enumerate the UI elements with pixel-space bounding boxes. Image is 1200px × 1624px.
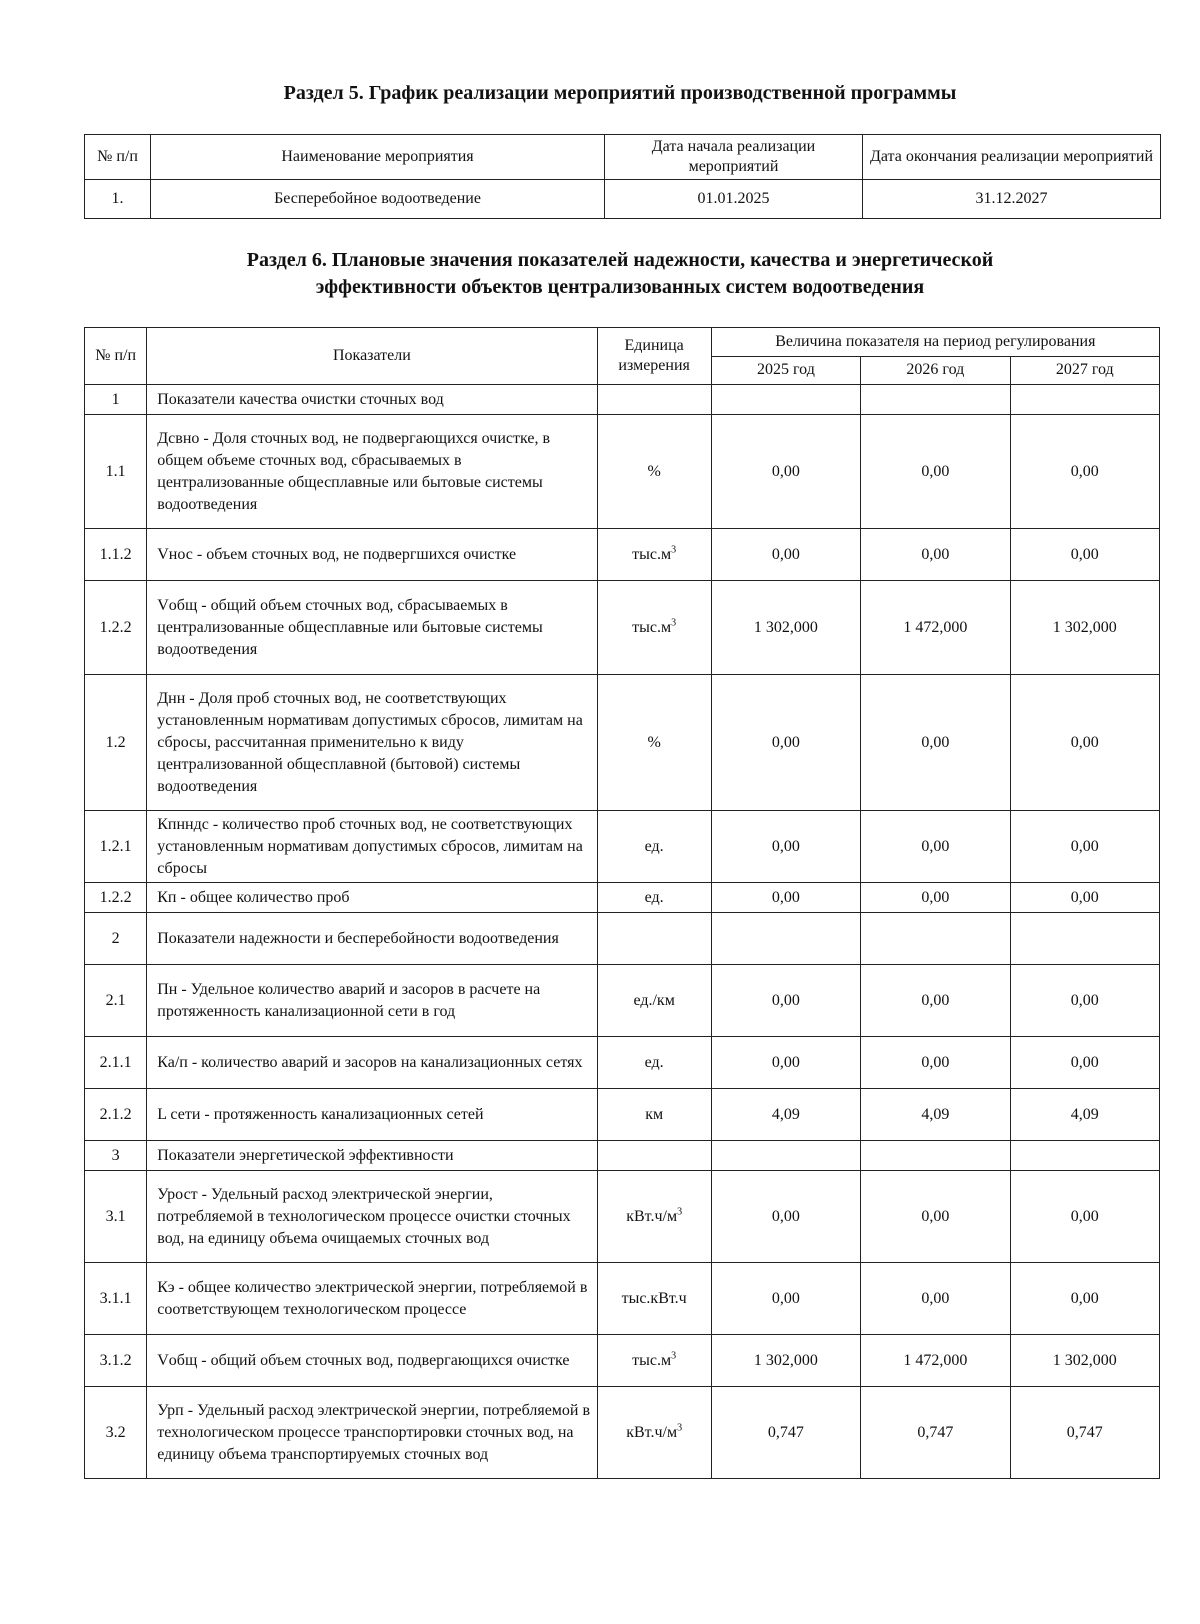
cell-num: 1.2.1	[85, 811, 147, 883]
cell-indicator-name: Дсвно - Доля сточных вод, не подвергающихся очистке, в общем объеме сточных вод, сбрасываемых в централизованные общесплавные или бытовые системы водоотведения	[147, 415, 597, 529]
cell-unit	[597, 1089, 711, 1141]
cell-value-2026: 0,00	[861, 415, 1010, 529]
cell-value-2025: 0,00	[711, 883, 860, 913]
table-row	[85, 180, 1161, 219]
cell-unit	[597, 1037, 711, 1089]
unit-text: тыс.м	[632, 618, 672, 636]
header-unit: Единица измерения	[597, 328, 711, 385]
table-row	[85, 883, 1160, 913]
table-row	[85, 965, 1160, 1037]
table-row	[85, 1037, 1160, 1089]
cell-value-2027: 0,00	[1010, 675, 1159, 811]
cell-num: 2	[85, 913, 147, 965]
cell-value-2026: 0,00	[861, 1263, 1010, 1335]
header-start-date: Дата начала реализации мероприятий	[605, 135, 863, 180]
indicators-table	[84, 327, 1160, 1479]
cell-value-2025: 0,00	[711, 811, 860, 883]
cell-value-2027: 0,00	[1010, 529, 1159, 581]
cell-value-2026: 0,747	[861, 1387, 1010, 1479]
cell-value-2025: 0,00	[711, 1037, 860, 1089]
cell-value-2025	[711, 1141, 860, 1171]
cell-value-2026: 0,00	[861, 965, 1010, 1037]
unit-text: км	[645, 1105, 664, 1123]
cell-unit	[597, 1171, 711, 1263]
cell-value-2027: 1 302,000	[1010, 1335, 1159, 1387]
table-row	[85, 581, 1160, 675]
header-num: № п/п	[85, 135, 151, 180]
table-row	[85, 1171, 1160, 1263]
cell-value-2025: 0,00	[711, 415, 860, 529]
unit-superscript: 3	[671, 617, 677, 629]
cell-value-2027: 4,09	[1010, 1089, 1159, 1141]
section6-title	[80, 247, 1160, 301]
header-year-2027: 2027 год	[1010, 356, 1159, 385]
header-end-date: Дата окончания реализации мероприятий	[863, 135, 1161, 180]
cell-num: 1.	[85, 180, 151, 219]
indicators-header-row	[85, 328, 1160, 357]
section5-title: Раздел 5. График реализации мероприятий производственной программы	[283, 82, 957, 104]
cell-indicator-name: Показатели надежности и бесперебойности водоотведения	[147, 913, 597, 965]
cell-value-2025	[711, 913, 860, 965]
unit-text: тыс.кВт.ч	[621, 1289, 687, 1307]
cell-unit	[597, 1141, 711, 1171]
cell-value-2027: 0,00	[1010, 415, 1159, 529]
cell-value-2026: 0,00	[861, 675, 1010, 811]
table-row	[85, 811, 1160, 883]
cell-num: 1.2	[85, 675, 147, 811]
cell-indicator-name: Пн - Удельное количество аварий и засоров в расчете на протяженность канализационной сети в год	[147, 965, 597, 1037]
cell-value-2026: 0,00	[861, 811, 1010, 883]
table-row	[85, 1089, 1160, 1141]
cell-unit	[597, 965, 711, 1037]
cell-value-2027: 0,00	[1010, 1263, 1159, 1335]
cell-value-2025: 4,09	[711, 1089, 860, 1141]
cell-indicator-name: Кэ - общее количество электрической энергии, потребляемой в соответствующем технологическом процессе	[147, 1263, 597, 1335]
cell-unit	[597, 529, 711, 581]
unit-superscript: 3	[671, 544, 677, 556]
cell-num: 3.1.1	[85, 1263, 147, 1335]
cell-value-2027: 0,00	[1010, 811, 1159, 883]
cell-value-2027: 0,747	[1010, 1387, 1159, 1479]
cell-indicator-name: Vобщ - общий объем сточных вод, подвергающихся очистке	[147, 1335, 597, 1387]
schedule-header-row	[85, 135, 1161, 180]
cell-unit	[597, 675, 711, 811]
header-indicator: Показатели	[147, 328, 597, 385]
cell-indicator-name: Показатели энергетической эффективности	[147, 1141, 597, 1171]
cell-num: 2.1.1	[85, 1037, 147, 1089]
cell-event-name: Бесперебойное водоотведение	[151, 180, 605, 219]
cell-num: 1.2.2	[85, 581, 147, 675]
cell-indicator-name: Кп - общее количество проб	[147, 883, 597, 913]
cell-unit	[597, 581, 711, 675]
cell-indicator-name: Урост - Удельный расход электрической энергии, потребляемой в технологическом процессе очистки сточных вод, на единицу объема очищаемых сточных вод	[147, 1171, 597, 1263]
cell-unit	[597, 1387, 711, 1479]
cell-value-2025	[711, 385, 860, 415]
cell-value-2025: 0,00	[711, 529, 860, 581]
cell-value-2026: 1 472,000	[861, 1335, 1010, 1387]
cell-value-2025: 0,00	[711, 1263, 860, 1335]
unit-superscript: 3	[671, 1350, 677, 1362]
cell-unit	[597, 1335, 711, 1387]
table-row	[85, 1387, 1160, 1479]
unit-text: кВт.ч/м	[626, 1207, 678, 1225]
unit-text: тыс.м	[632, 545, 672, 563]
cell-indicator-name: Урп - Удельный расход электрической энергии, потребляемой в технологическом процессе транспортировки сточных вод, на единицу объема транспортируемых сточных вод	[147, 1387, 597, 1479]
unit-text: ед.	[644, 888, 664, 906]
cell-num: 3.1.2	[85, 1335, 147, 1387]
unit-text: ед.	[644, 837, 664, 855]
cell-value-2027: 1 302,000	[1010, 581, 1159, 675]
table-row	[85, 529, 1160, 581]
cell-value-2025: 1 302,000	[711, 1335, 860, 1387]
cell-value-2027	[1010, 913, 1159, 965]
cell-indicator-name: Vнос - объем сточных вод, не подвергшихся очистке	[147, 529, 597, 581]
cell-value-2027: 0,00	[1010, 1171, 1159, 1263]
cell-indicator-name: Показатели качества очистки сточных вод	[147, 385, 597, 415]
unit-text: %	[647, 462, 661, 480]
table-row	[85, 675, 1160, 811]
header-num: № п/п	[85, 328, 147, 385]
cell-unit	[597, 1263, 711, 1335]
cell-value-2026	[861, 913, 1010, 965]
cell-value-2026: 4,09	[861, 1089, 1010, 1141]
cell-num: 3.2	[85, 1387, 147, 1479]
cell-value-2026	[861, 385, 1010, 415]
cell-value-2025: 0,00	[711, 675, 860, 811]
cell-value-2026: 1 472,000	[861, 581, 1010, 675]
cell-num: 2.1	[85, 965, 147, 1037]
header-event-name: Наименование мероприятия	[151, 135, 605, 180]
cell-num: 1	[85, 385, 147, 415]
table-row	[85, 1335, 1160, 1387]
cell-value-2025: 1 302,000	[711, 581, 860, 675]
cell-value-2027: 0,00	[1010, 965, 1159, 1037]
cell-indicator-name: Днн - Доля проб сточных вод, не соответствующих установленным нормативам допустимых сбросов, лимитам на сбросы, рассчитанная применительно к виду централизованной общесплавной (бытовой) системы водоотведения	[147, 675, 597, 811]
cell-num: 1.2.2	[85, 883, 147, 913]
cell-indicator-name: Кпнндс - количество проб сточных вод, не соответствующих установленным нормативам допустимых сбросов, лимитам на сбросы	[147, 811, 597, 883]
unit-text: %	[647, 733, 661, 751]
table-row	[85, 385, 1160, 415]
unit-text: ед.	[644, 1053, 664, 1071]
cell-value-2027: 0,00	[1010, 1037, 1159, 1089]
cell-value-2025: 0,00	[711, 1171, 860, 1263]
cell-num: 1.1	[85, 415, 147, 529]
cell-value-2026: 0,00	[861, 1037, 1010, 1089]
section6-title-line1: Раздел 6. Плановые значения показателей надежности, качества и энергетической	[246, 249, 994, 271]
table-row	[85, 913, 1160, 965]
cell-unit	[597, 913, 711, 965]
unit-text: ед./км	[633, 991, 675, 1009]
cell-value-2025: 0,00	[711, 965, 860, 1037]
cell-value-2027	[1010, 385, 1159, 415]
cell-num: 3.1	[85, 1171, 147, 1263]
cell-value-2026	[861, 1141, 1010, 1171]
cell-end-date: 31.12.2027	[863, 180, 1161, 219]
table-row	[85, 1263, 1160, 1335]
cell-num: 3	[85, 1141, 147, 1171]
unit-superscript: 3	[677, 1422, 683, 1434]
cell-num: 1.1.2	[85, 529, 147, 581]
schedule-table	[84, 134, 1161, 219]
unit-superscript: 3	[677, 1206, 683, 1218]
header-year-2025: 2025 год	[711, 356, 860, 385]
cell-indicator-name: L сети - протяженность канализационных сетей	[147, 1089, 597, 1141]
header-period: Величина показателя на период регулирования	[711, 328, 1159, 357]
cell-indicator-name: Ка/п - количество аварий и засоров на канализационных сетях	[147, 1037, 597, 1089]
unit-text: кВт.ч/м	[626, 1423, 678, 1441]
cell-value-2026: 0,00	[861, 1171, 1010, 1263]
header-year-2026: 2026 год	[861, 356, 1010, 385]
cell-start-date: 01.01.2025	[605, 180, 863, 219]
cell-num: 2.1.2	[85, 1089, 147, 1141]
cell-unit	[597, 883, 711, 913]
section6-title-line2: эффективности объектов централизованных систем водоотведения	[315, 276, 925, 298]
cell-unit	[597, 415, 711, 529]
cell-unit	[597, 811, 711, 883]
cell-value-2027: 0,00	[1010, 883, 1159, 913]
cell-value-2027	[1010, 1141, 1159, 1171]
cell-value-2026: 0,00	[861, 883, 1010, 913]
table-row	[85, 1141, 1160, 1171]
cell-value-2025: 0,747	[711, 1387, 860, 1479]
cell-indicator-name: Vобщ - общий объем сточных вод, сбрасываемых в централизованные общесплавные или бытовые системы водоотведения	[147, 581, 597, 675]
cell-value-2026: 0,00	[861, 529, 1010, 581]
unit-text: тыс.м	[632, 1351, 672, 1369]
indicators-body	[85, 385, 1160, 1479]
cell-unit	[597, 385, 711, 415]
table-row	[85, 415, 1160, 529]
